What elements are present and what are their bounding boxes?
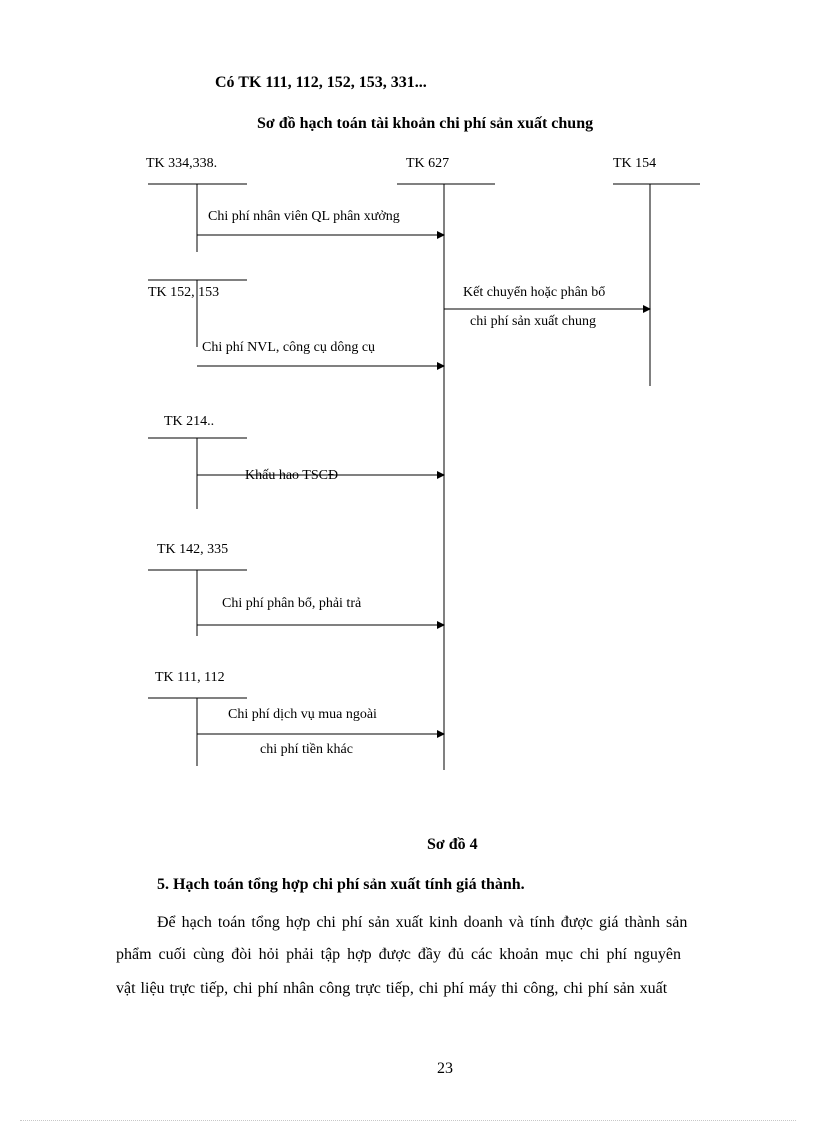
- entry-depreciation: Khấu hao TSCĐ: [245, 468, 339, 483]
- tk334-label: TK 334,338.: [146, 156, 218, 171]
- entry-staff-cost: Chi phí nhân viên QL phân xưởng: [208, 209, 400, 224]
- page-bottom-rule: [20, 1120, 796, 1121]
- diagram-title: Sơ đồ hạch toán tài khoản chi phí sản xuất chung: [257, 115, 594, 132]
- tk214-label: TK 214..: [164, 414, 215, 429]
- tk111-label: TK 111, 112: [155, 670, 225, 685]
- entry-outsourced-2: chi phí tiền khác: [260, 742, 353, 757]
- entry-transfer-1: Kết chuyển hoặc phân bổ: [463, 285, 606, 300]
- tk154-label: TK 154: [613, 156, 657, 171]
- entry-outsourced-1: Chi phí dịch vụ mua ngoài: [228, 707, 377, 722]
- tk152-label: TK 152, 153: [148, 285, 220, 300]
- entry-material-cost: Chi phí NVL, công cụ dông cụ: [202, 340, 376, 355]
- paragraph-line-1: Để hạch toán tổng hợp chi phí sản xuất kinh doanh và tính được giá thành sản: [157, 914, 688, 931]
- entry-transfer-2: chi phí sản xuất chung: [470, 314, 596, 329]
- paragraph-line-3: vật liệu trực tiếp, chi phí nhân công trực tiếp, chi phí máy thi công, chi phí sản xuất: [116, 980, 668, 997]
- tk142-label: TK 142, 335: [157, 542, 229, 557]
- section-heading: 5. Hạch toán tổng hợp chi phí sản xuất tính giá thành.: [157, 876, 525, 893]
- entry-allocated-cost: Chi phí phân bổ, phải trả: [222, 596, 362, 611]
- paragraph-line-2: phẩm cuối cùng đòi hỏi phải tập hợp được đầy đủ các khoản mục chi phí nguyên: [116, 946, 682, 963]
- tk627-label: TK 627: [406, 156, 450, 171]
- top-line: Có TK 111, 112, 152, 153, 331...: [215, 74, 427, 91]
- page-number: 23: [437, 1060, 453, 1077]
- diagram-caption: Sơ đồ 4: [427, 836, 478, 853]
